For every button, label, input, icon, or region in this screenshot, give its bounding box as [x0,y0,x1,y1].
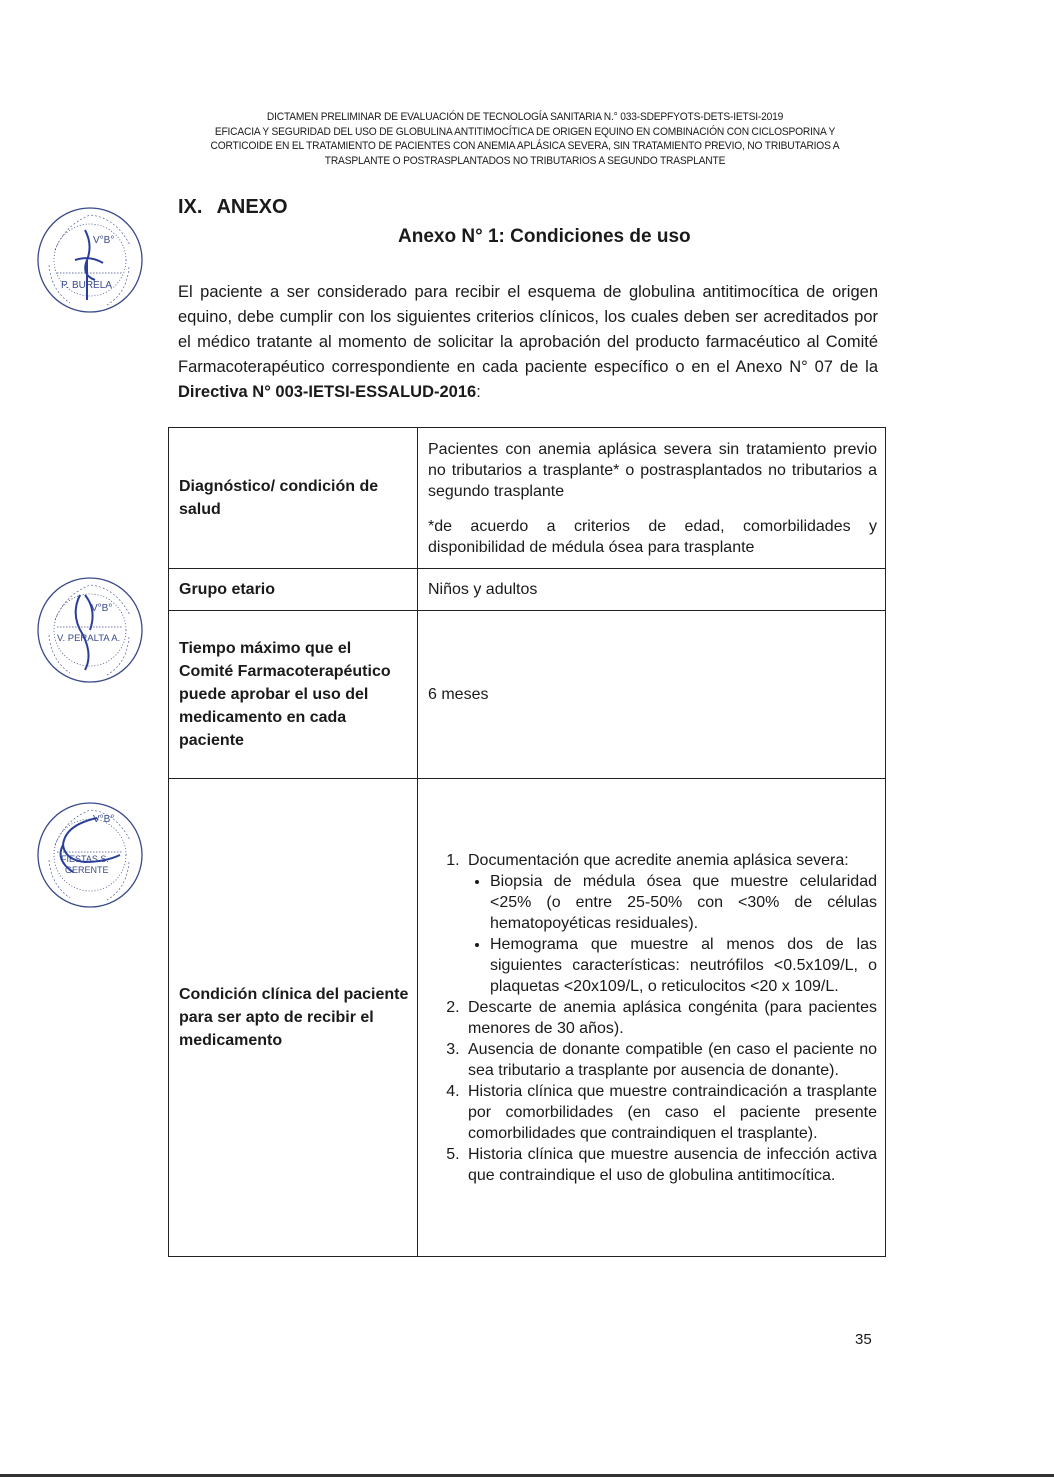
table-row [169,428,886,569]
criteria-list [428,850,877,1186]
svg-text:V°B°: V°B° [93,235,115,246]
section-title [178,196,288,219]
row-value [418,779,886,1257]
row-value: Niños y adultos [418,569,886,611]
table-row [169,569,886,611]
annex-title: Anexo N° 1: Condiciones de uso [398,226,691,247]
page-number: 35 [855,1331,872,1348]
criteria-subitem: • Biopsia de médula ósea que muestre celularidad <25% (o entre 25-50% con <30% de células hematopoyéticas residuales). [490,871,877,934]
diagnosis-note: *de acuerdo a criterios de edad, comorbilidades y disponibilidad de médula ósea para trasplante [428,517,877,556]
intro-text: El paciente a ser considerado para recibir el esquema de globulina antitimocítica de origen equino, debe cumplir con los siguientes criterios clínicos, los cuales deben ser acreditados por el médico tratante al momento de solicitar la aprobación del producto farmacéutico al Comité Farmacoterapéutico correspondiente en cada paciente específico o en el Anexo N° 07 de la [178,283,878,376]
svg-text:V. PERALTA A.: V. PERALTA A. [57,633,121,644]
row-value: 6 meses [418,611,886,779]
header-line: TRASPLANTE O POSTRASPLANTADOS NO TRIBUTARIOS A SEGUNDO TRASPLANTE [324,154,726,167]
directive-reference: Directiva N° 003-IETSI-ESSALUD-2016 [178,383,477,401]
page-bottom-border [0,1474,1054,1477]
table-row [169,779,886,1257]
header-line: CORTICOIDE EN EL TRATAMIENTO DE PACIENTES CON ANEMIA APLÁSICA SEVERA, SIN TRATAMIENTO PREVIO, NO TRIBUTARIOS A [210,140,840,152]
criteria-item: 5. Historia clínica que muestre ausencia de infección activa que contraindique el uso de globulina antitimocítica. [464,1144,877,1186]
row-label: Diagnóstico/ condición de salud [169,428,418,569]
stamp-seal-icon [35,575,145,685]
criteria-subitem: • Hemograma que muestre al menos dos de las siguientes características: neutrófilos <0.5x109/L, o plaquetas <20x109/L, o reticulocitos <20 x 109/L. [490,934,877,997]
criteria-sublist [468,871,877,997]
svg-text:FIESTAS S.: FIESTAS S. [61,854,109,864]
criteria-text: Documentación que acredite anemia aplásica severa: [468,851,849,869]
section-name: ANEXO [216,196,288,218]
approval-stamp-burela [35,205,145,315]
svg-text:GERENTE: GERENTE [65,865,109,875]
conditions-table [168,427,886,1257]
criteria-item [464,850,877,997]
criteria-item: 3. Ausencia de donante compatible (en caso el paciente no sea tributario a trasplante por ausencia de donante). [464,1039,877,1081]
header-line: EFICACIA Y SEGURIDAD DEL USO DE GLOBULINA ANTITIMOCÍTICA DE ORIGEN EQUINO EN COMBINACIÓN CON CICLOSPORINA Y [214,125,836,138]
row-label: Tiempo máximo que el Comité Farmacoterapéutico puede aprobar el uso del medicamento en cada paciente [169,611,418,779]
criteria-item: 2. Descarte de anemia aplásica congénita (para pacientes menores de 30 años). [464,997,877,1039]
row-label: Grupo etario [169,569,418,611]
document-header [186,110,865,168]
approval-stamp-peralta [35,575,145,685]
approval-stamp-fiestas [35,800,145,910]
section-number: IX. [178,196,203,218]
stamp-seal-icon [35,205,145,315]
stamp-seal-icon [35,800,145,910]
intro-paragraph [178,280,878,405]
row-label: Condición clínica del paciente para ser apto de recibir el medicamento [169,779,418,1257]
svg-text:V°B°: V°B° [93,814,115,825]
header-line: DICTAMEN PRELIMINAR DE EVALUACIÓN DE TECNOLOGÍA SANITARIA N.° 033-SDEPFYOTS-DETS-IETSI-2019 [266,111,784,123]
row-value [418,428,886,569]
intro-end: : [476,383,481,401]
diagnosis-text: Pacientes con anemia aplásica severa sin tratamiento previo no tributarios a trasplante* o postrasplantados no tributarios a segundo trasplante [428,440,877,500]
criteria-item: 4. Historia clínica que muestre contraindicación a trasplante por comorbilidades (en caso el paciente presente comorbilidades que contraindiquen el trasplante). [464,1081,877,1144]
svg-text:V°B°: V°B° [91,603,113,614]
table-row [169,611,886,779]
svg-text:P. BURELA: P. BURELA [61,280,112,291]
